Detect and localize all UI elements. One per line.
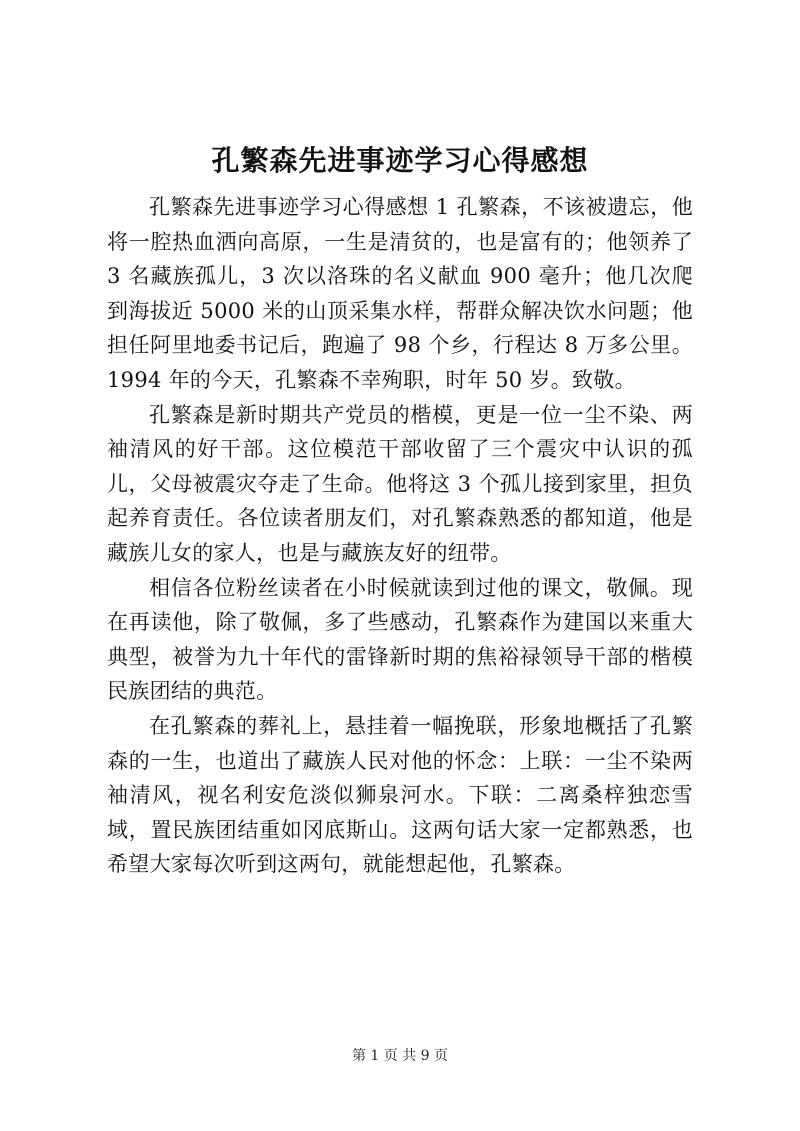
document-body — [107, 190, 693, 882]
paragraph-4: 在孔繁森的葬礼上，悬挂着一幅挽联，形象地概括了孔繁森的一生，也道出了藏族人民对他的怀念：上联：一尘不染两袖清风，视名利安危淡似狮泉河水。下联：二离桑梓独恋雪域，置民族团结重如冈底斯山。这两句话大家一定都熟悉，也希望大家每次听到这两句，就能想起他，孔繁森。 — [107, 713, 693, 877]
page-number-footer: 第 1 页 共 9 页 — [351, 1048, 449, 1064]
document-title: 孔繁森先进事迹学习心得感想 — [211, 144, 589, 177]
paragraph-3: 相信各位粉丝读者在小时候就读到过他的课文，敬佩。现在再读他，除了敬佩，多了些感动，孔繁森作为建国以来重大典型，被誉为九十年代的雷锋新时期的焦裕禄领导干部的楷模民族团结的典范。 — [107, 575, 693, 704]
paragraph-2: 孔繁森是新时期共产党员的楷模，更是一位一尘不染、两袖清风的好干部。这位模范干部收留了三个震灾中认识的孤儿，父母被震灾夺走了生命。他将这 3 个孤儿接到家里，担负起养育责任。各位读者朋友们，对孔繁森熟悉的都知道，他是藏族儿女的家人，也是与藏族友好的纽带。 — [107, 402, 693, 565]
paragraph-1: 孔繁森先进事迹学习心得感想 1 孔繁森，不该被遗忘，他将一腔热血洒向高原，一生是清贫的，也是富有的；他领养了 3 名藏族孤儿，3 次以洛珠的名义献血 900 毫升；他几次爬到海拔近 5000 米的山顶采集水样，帮群众解决饮水问题；他担任阿里地委书记后，跑遍了 98 个乡，行程达 8 万多公里。1994 年的今天，孔繁森不幸殉职，时年 50 岁。致敬。 — [107, 195, 693, 392]
